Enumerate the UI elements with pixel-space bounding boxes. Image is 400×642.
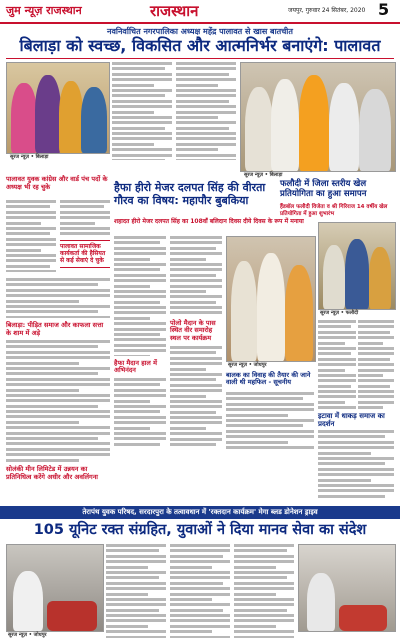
sidebar-head-2: पालावत सामाजिक कार्यकर्ता की हैसियत से कई सेवाएं दे चुके	[60, 240, 110, 268]
right-small-head: इटावा में धाकड़ समाज का प्रदर्शन	[318, 412, 385, 429]
right-headline: फलौदी में जिला स्तरीय खेल प्रतियोगिता का हुआ समापन	[280, 179, 367, 199]
bottom-text-col-1	[106, 544, 166, 638]
bottom-photo-caption: सूरज न्यूज़ • जोधपुर	[8, 632, 47, 638]
sidebar-text-3	[6, 278, 110, 318]
sidebar-head-4: सोलंकी मीन लिमिटेड में उन्नयन का प्रतिनिधित्व करेंगे अधीर और अवलिंगना	[6, 465, 98, 481]
dalpat-text-col-3	[170, 346, 222, 446]
bottom-photo-right	[298, 544, 396, 632]
bottom-photo-left	[6, 544, 104, 632]
sidebar-text-1	[6, 200, 56, 272]
headline-rule	[6, 58, 394, 59]
brand-logo: जुम न्यूज़ राजस्थान	[6, 4, 82, 17]
right-photo	[318, 222, 396, 310]
lead-photo-right	[240, 62, 396, 172]
sidebar-text-2	[60, 200, 110, 236]
dalpat-text-col-1	[114, 236, 166, 356]
dalpat-text-col-2	[170, 236, 222, 316]
lead-photo-left-caption: सूरज न्यूज़ • बिलाड़ा	[10, 154, 49, 160]
dalpat-headline: हैफा हीरो मेजर दलपत सिंह की वीरता गौरव का विषय: महापौर बुबकिया	[114, 181, 266, 207]
bottom-text-col-2	[170, 544, 230, 638]
bottom-headline: 105 यूनिट रक्त संग्रहित, युवाओं ने दिया मानव सेवा का संदेश	[33, 522, 367, 538]
dalpat-box-2: हैफा मैदान हाल में अभिनंदन	[114, 359, 157, 375]
right-subhead: हैंडबॉल फलौदी विजेता व श्री गिरिराज 14 वर्षीय खेल प्रतियोगिता में हुआ शुभारंभ	[280, 204, 388, 217]
lead-photo-right-caption: सूरज न्यूज़ • बिलाड़ा	[244, 172, 283, 178]
page-number: 5	[378, 0, 390, 19]
dalpat-subhead: शहादत हीरो मेजर दलपत सिंह का 108वाँ बलिदान दिवस दीये दिवस के रूप में मनाया	[114, 218, 304, 225]
dalpat-photo	[226, 236, 316, 362]
right-text-col-3	[318, 430, 394, 502]
lead-headline: बिलाड़ा को स्वच्छ, विकसित और आत्मनिर्भर बनाएंगे: पालावत	[19, 36, 381, 55]
lead-text-col-1	[112, 62, 172, 160]
lead-photo-left	[6, 62, 110, 154]
lead-kicker: नवनिर्वाचित नगरपालिका अध्यक्ष महेंद्र पालावत से खास बातचीत	[107, 27, 293, 36]
bottom-text-col-3	[234, 544, 294, 638]
dalpat-box-3: बालक का विवाह की तैयार की जाने वाली थी महफिल - सूचनीय	[226, 371, 311, 387]
right-text-col-2	[358, 320, 394, 410]
dalpat-box-1: पोलो मैदान के पास स्थित वीर समारोह स्थल पर कार्यक्रम	[170, 319, 216, 342]
dalpat-text-col-4	[114, 378, 166, 448]
right-photo-caption: सूरज न्यूज़ • फलौदी	[320, 310, 359, 316]
sidebar-head-3: बिलाड़ा: पीड़ित समाज और काफला सत्ता के शाम में अड़े	[6, 321, 104, 337]
sidebar-head-1: पालावत युवक कांग्रेस और वार्ड पंच पदों के अध्यक्ष भी रह चुके	[6, 175, 108, 191]
dalpat-text-col-5	[226, 392, 314, 450]
lead-text-col-2	[176, 62, 236, 160]
masthead	[0, 0, 400, 24]
section-title: राजस्थान	[150, 2, 199, 20]
sidebar-text-4	[6, 340, 110, 462]
right-text-col-1	[318, 320, 356, 410]
dateline: जयपुर, गुरुवार 24 सितंबर, 2020	[288, 7, 366, 14]
dalpat-photo-caption: सूरज न्यूज़ • जोधपुर	[228, 362, 267, 368]
bottom-band: तेरापंथ युवक परिषद, सरदारपुरा के तत्वावधान में 'रक्तदान कार्यक्रम' मेगा ब्लड डोनेशन ड्राइव	[0, 506, 400, 519]
